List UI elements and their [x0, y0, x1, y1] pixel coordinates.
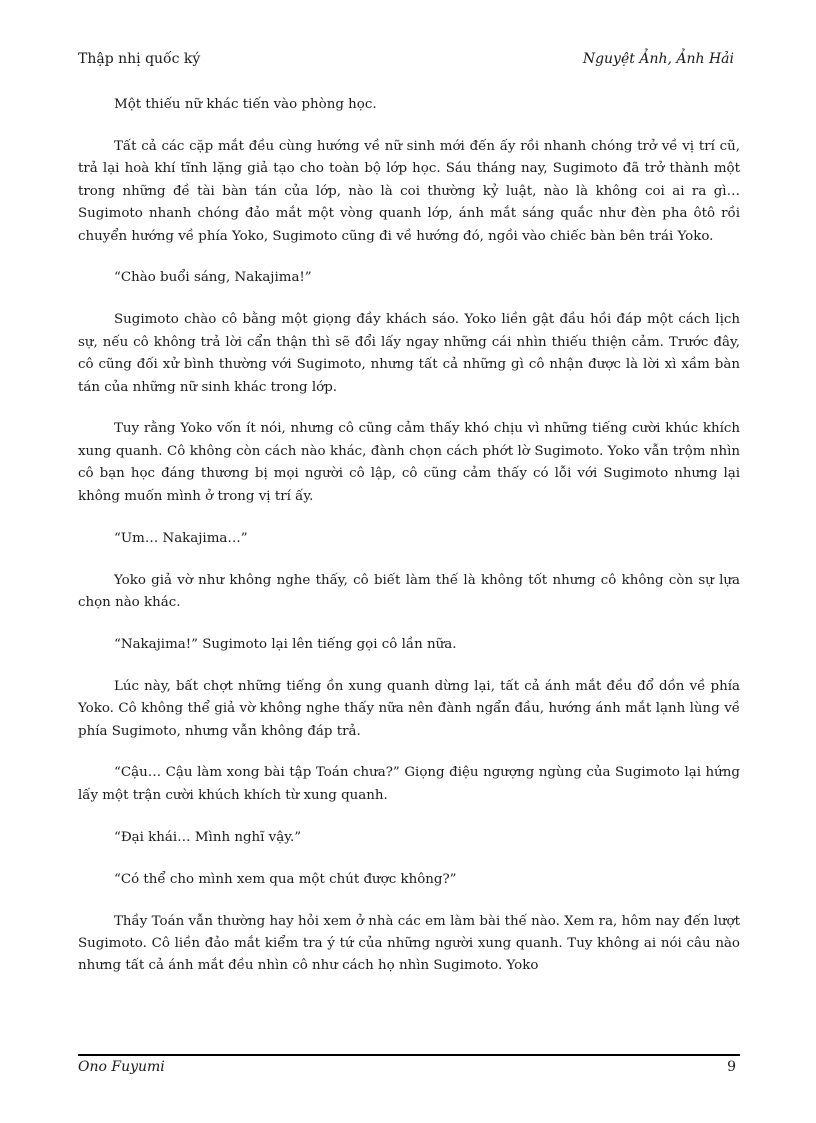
paragraph: “Có thể cho mình xem qua một chút được không?”	[114, 871, 457, 887]
paragraph: Thầy Toán vẫn thường hay hỏi xem ở nhà các em làm bài thế nào. Xem ra, hôm nay đến lượt Sugimoto. Cô liền đảo mắt kiểm tra ý tứ của những người xung quanh. Tuy không ai nói câu nào nhưng tất cả ánh mắt đều nhìn cô như cách họ nhìn Sugimoto. Yoko	[78, 913, 740, 974]
paragraph: “Đại khái… Mình nghĩ vậy.”	[114, 829, 302, 845]
paragraph: Sugimoto chào cô bằng một giọng đầy khách sáo. Yoko liền gật đầu hồi đáp một cách lịch sự, nếu cô không trả lời cẩn thận thì sẽ đổi lấy ngay những cái nhìn thiếu thiện cảm. Trước đây, cô cũng đối xử bình thường với Sugimoto, nhưng tất cả những gì cô nhận được là lời xì xầm bàn tán của những nữ sinh khác trong lớp.	[78, 312, 740, 395]
body-text	[78, 94, 740, 997]
page-number: 9	[727, 1059, 736, 1075]
paragraph: Một thiếu nữ khác tiến vào phòng học.	[114, 97, 377, 112]
paragraph: “Um… Nakajima…”	[114, 530, 248, 546]
footer-divider	[78, 1054, 740, 1056]
paragraph: Tuy rằng Yoko vốn ít nói, nhưng cô cũng cảm thấy khó chịu vì những tiếng cười khúc khích xung quanh. Cô không còn cách nào khác, đành chọn cách phớt lờ Sugimoto. Yoko vẫn trộm nhìn cô bạn học đáng thương bị mọi người cô lập, cô cũng cảm thấy có lỗi với Sugimoto nhưng lại không muốn mình ở trong vị trí ấy.	[78, 421, 740, 504]
book-title: Thập nhị quốc ký	[78, 51, 201, 67]
page-header	[78, 50, 734, 68]
paragraph: “Nakajima!” Sugimoto lại lên tiếng gọi cô lần nữa.	[114, 636, 457, 652]
paragraph: “Cậu… Cậu làm xong bài tập Toán chưa?” Giọng điệu ngượng ngùng của Sugimoto lại hứng lấy một trận cười khúch khích từ xung quanh.	[78, 765, 740, 803]
paragraph: Lúc này, bất chợt những tiếng ồn xung quanh dừng lại, tất cả ánh mắt đều đổ dồn về phía Yoko. Cô không thể giả vờ không nghe thấy nữa nên đành ngẩn đầu, hướng ánh mắt lạnh lùng về phía Sugimoto, nhưng vẫn không đáp trả.	[78, 678, 740, 739]
translator-credit: Nguyệt Ảnh, Ảnh Hải	[582, 51, 734, 67]
paragraph: “Chào buổi sáng, Nakajima!”	[114, 270, 312, 286]
page-footer	[78, 1058, 736, 1076]
paragraph: Yoko giả vờ như không nghe thấy, cô biết làm thế là không tốt nhưng cô không còn sự lựa chọn nào khác.	[78, 572, 740, 610]
paragraph: Tất cả các cặp mắt đều cùng hướng về nữ sinh mới đến ấy rồi nhanh chóng trở về vị trí cũ, trả lại hoà khí tĩnh lặng giả tạo cho toàn bộ lớp học. Sáu tháng nay, Sugimoto đã trở thành một trong những đề tài bàn tán của lớp, nào là coi thường kỷ luật, nào là không coi ai ra gì… Sugimoto nhanh chóng đảo mắt một vòng quanh lớp, ánh mắt sáng quắc như đèn pha ôtô rồi chuyển hướng về phía Yoko, Sugimoto cũng đi về hướng đó, ngồi vào chiếc bàn bên trái Yoko.	[78, 138, 740, 244]
author-name: Ono Fuyumi	[78, 1059, 165, 1075]
